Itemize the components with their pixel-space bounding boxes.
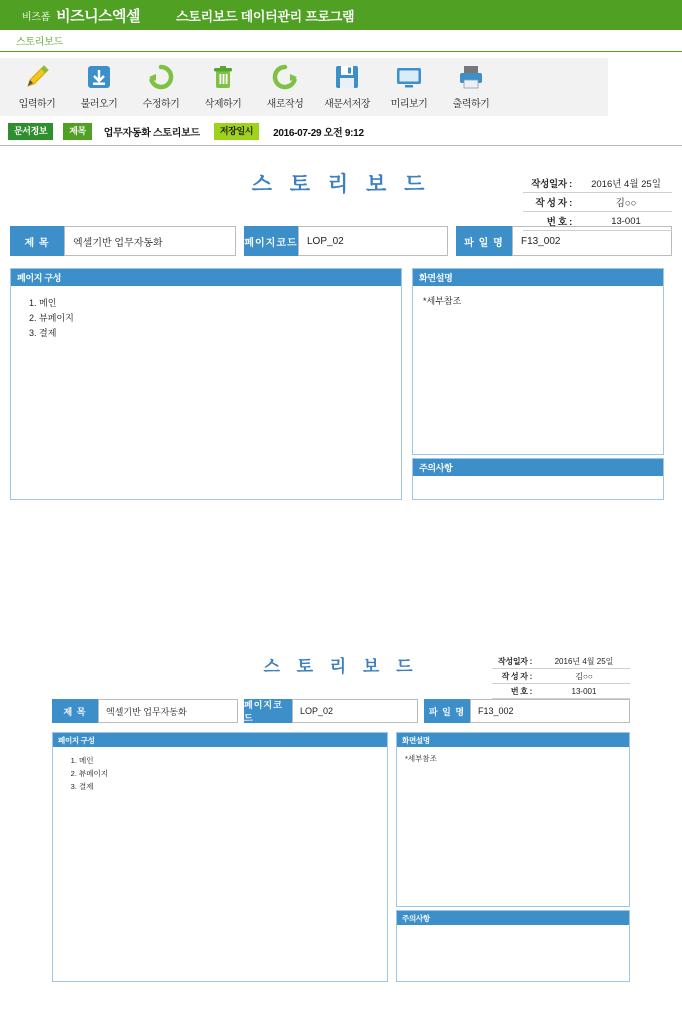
- document-title-value: 업무자동화 스토리보드: [103, 127, 200, 139]
- toolbar-button-delete[interactable]: [192, 60, 254, 110]
- notes-panel: [412, 458, 664, 500]
- meta-value: 2016년 4월 25일: [538, 654, 630, 669]
- notes-body[interactable]: [397, 925, 629, 937]
- refresh-icon: [142, 60, 180, 94]
- page-structure-body[interactable]: [53, 747, 387, 800]
- page-structure-panel: [10, 268, 402, 500]
- saved-badge: 저장일시: [214, 123, 259, 140]
- brand-small-label: 비즈폼: [22, 11, 51, 23]
- meta-key: 작성일자 :: [523, 174, 580, 193]
- toolbar-button-print[interactable]: [440, 60, 502, 110]
- right-panels-column: [412, 268, 664, 500]
- page-structure-title: 페이지 구성: [53, 733, 387, 747]
- toolbar-button-load[interactable]: [68, 60, 130, 110]
- pagecode-label: 페이지코드: [244, 226, 298, 256]
- meta-block: [523, 174, 672, 231]
- toolbar-label: 새로작성: [266, 99, 304, 110]
- meta-row: [492, 669, 630, 684]
- subject-label: 제 목: [52, 699, 98, 723]
- toolbar-button-new[interactable]: [254, 60, 316, 110]
- page-structure-list: [61, 755, 379, 792]
- meta-value: 13-001: [580, 212, 672, 231]
- notes-title: 주의사항: [413, 459, 663, 476]
- pagecode-input[interactable]: LOP_02: [292, 699, 418, 723]
- toolbar-label: 삭제하기: [204, 99, 242, 110]
- screen-desc-panel: [396, 732, 630, 907]
- meta-key: 작 성 자 :: [523, 193, 580, 212]
- pagecode-input[interactable]: LOP_02: [298, 226, 448, 256]
- screen-desc-title: 화면설명: [397, 733, 629, 747]
- toolbar-label: 입력하기: [18, 99, 56, 110]
- printer-icon: [452, 60, 490, 94]
- screen-desc-panel: [412, 268, 664, 455]
- title-badge: 제목: [63, 123, 92, 140]
- pencil-icon: [18, 60, 56, 94]
- notes-title: 주의사항: [397, 911, 629, 925]
- screen-desc-title: 화면설명: [413, 269, 663, 286]
- document-info-bar: [0, 122, 682, 140]
- field-row: [52, 699, 630, 723]
- meta-table: [492, 654, 630, 699]
- list-item: 2. 뷰페이지: [39, 311, 391, 324]
- app-header: [0, 0, 682, 30]
- toolbar-label: 수정하기: [142, 99, 180, 110]
- toolbar-label: 불러오기: [80, 99, 118, 110]
- storyboard-sheet-main: [0, 168, 682, 638]
- meta-key: 번 호 :: [492, 684, 538, 699]
- toolbar: [0, 58, 608, 116]
- saved-datetime-value: 2016-07-29 오전 9:12: [273, 127, 364, 139]
- meta-table: [523, 174, 672, 231]
- toolbar-label: 새문서저장: [324, 99, 370, 110]
- toolbar-button-input[interactable]: [6, 60, 68, 110]
- monitor-icon: [390, 60, 428, 94]
- list-item: 3. 결제: [79, 781, 379, 792]
- meta-row: [492, 684, 630, 699]
- panels-container: [10, 268, 672, 500]
- screen-desc-body[interactable]: *세부참조: [423, 296, 462, 306]
- subject-input[interactable]: 엑셀기반 업무자동화: [98, 699, 238, 723]
- pagecode-label: 페이지코드: [244, 699, 292, 723]
- notes-panel: [396, 910, 630, 982]
- meta-key: 작 성 자 :: [492, 669, 538, 684]
- storyboard-sheet-preview: [0, 652, 682, 1032]
- toolbar-label: 미리보기: [390, 99, 428, 110]
- subject-input[interactable]: 엑셀기반 업무자동화: [64, 226, 236, 256]
- breadcrumb: [0, 30, 682, 52]
- divider: [0, 145, 682, 146]
- app-title: 스토리보드 데이터관리 프로그램: [176, 8, 355, 24]
- breadcrumb-item-storyboard[interactable]: 스토리보드: [16, 37, 63, 48]
- meta-row: [492, 654, 630, 669]
- meta-value: 13-001: [538, 684, 630, 699]
- filename-input[interactable]: F13_002: [512, 226, 672, 256]
- meta-value: 김○○: [538, 669, 630, 684]
- download-icon: [80, 60, 118, 94]
- meta-row: [523, 212, 672, 231]
- page-structure-panel: [52, 732, 388, 982]
- trash-icon: [204, 60, 242, 94]
- meta-row: [523, 174, 672, 193]
- page-structure-body[interactable]: [11, 286, 401, 349]
- page-title: 스 토 리 보 드: [263, 657, 419, 676]
- meta-value: 김○○: [580, 193, 672, 212]
- screen-desc-body[interactable]: *세부참조: [405, 754, 437, 763]
- list-item: 2. 뷰페이지: [79, 768, 379, 779]
- toolbar-button-preview[interactable]: [378, 60, 440, 110]
- meta-value: 2016년 4월 25일: [580, 174, 672, 193]
- subject-label: 제 목: [10, 226, 64, 256]
- filename-label: 파 일 명: [456, 226, 512, 256]
- right-panels-column: [396, 732, 630, 982]
- doc-info-badge: 문서정보: [8, 123, 53, 140]
- toolbar-label: 출력하기: [452, 99, 490, 110]
- list-item: 1. 메인: [39, 296, 391, 309]
- reset-icon: [266, 60, 304, 94]
- save-icon: [328, 60, 366, 94]
- list-item: 1. 메인: [79, 755, 379, 766]
- meta-key: 번 호 :: [523, 212, 580, 231]
- list-item: 3. 결제: [39, 326, 391, 339]
- meta-row: [523, 193, 672, 212]
- toolbar-button-save-as[interactable]: [316, 60, 378, 110]
- filename-label: 파 일 명: [424, 699, 470, 723]
- page-title: 스 토 리 보 드: [251, 173, 431, 196]
- brand-title: 비즈니스엑셀: [56, 7, 141, 25]
- page-structure-list: [21, 296, 391, 339]
- meta-key: 작성일자 :: [492, 654, 538, 669]
- notes-body[interactable]: [413, 476, 663, 492]
- toolbar-button-edit[interactable]: [130, 60, 192, 110]
- page-structure-title: 페이지 구성: [11, 269, 401, 286]
- filename-input[interactable]: F13_002: [470, 699, 630, 723]
- meta-block: [492, 654, 630, 699]
- panels-container: [52, 732, 630, 982]
